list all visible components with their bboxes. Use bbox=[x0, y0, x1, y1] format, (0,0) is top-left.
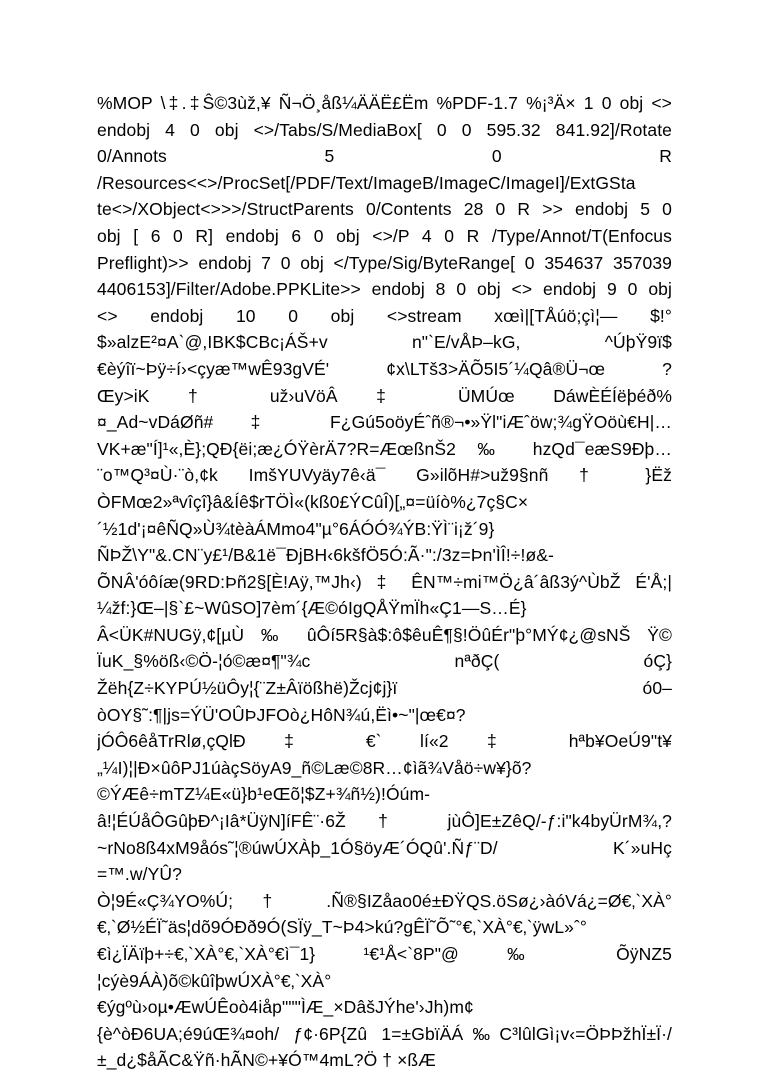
document-text bbox=[97, 90, 672, 1074]
text-line: VK+æ"Í]¹«,È};QÐ{ëi;æ¿ÓŸèrÄ7?R=ÆœßnŠ2 ‰ hzQd¯eæS9Ðþ… bbox=[97, 438, 672, 459]
text-line: ±_d¿$åÃC&Ÿñ·hÃN©+¥Ó™4mL?Ö † ×ßÆ bbox=[97, 1050, 436, 1071]
text-line: endobj 4 0 obj <>/Tabs/S/MediaBox[ 0 0 595.32 841.92]/Rotate bbox=[97, 119, 672, 140]
text-line: Žëh{Z÷KYPÚ½üÔy¦{¨Z±Âïößhë)Žcj¢j}ï ó0– bbox=[97, 678, 672, 699]
text-line: 0/Annots 5 0 R bbox=[97, 146, 672, 167]
text-line: Ò¦9É«Ç¾YO%Ú; † .Ñ®§IZåao0é±ÐŸQS.öSø¿›àóVá¿=Ø€‚`XÀ° bbox=[97, 890, 672, 911]
text-line: òOY§˜:¶|js=ÝÜ'OÛÞJFOò¿HôN¾ú,Ëì•~"|œ€¤? bbox=[97, 704, 466, 725]
text-line: â!¦ÉÚåÔGûþÐ^¡Iâ*ÜÿN]íFÊ¨·6Ž † jùÔ]E±ZêQ/-ƒ:i"k4byÜrM¾,? bbox=[97, 811, 672, 832]
text-line: €ýgºù›oµ•ÆwÚÊoò4iåp"""ÌÆ_×DâšJÝhe'›Jh)m¢ bbox=[97, 997, 474, 1018]
text-line: ´½1d'¡¤êÑQ»Ù¾tèàÁMmo4"µ°6ÁÓÓ¾ÝB:ŸÌ¨i¡ž´9} bbox=[97, 518, 495, 539]
text-line: „¼I)¦|Ð×ûôPJ1úàçSöyA9_ñ©Læ©8R…¢ìã¾Våö÷w¥}õ? bbox=[97, 757, 532, 778]
text-line: ÒFMœ2»ªvîçî}â&Íê$rTÖÌ«(kß0£ÝCûÎ)[„¤=üíò%¿7ç§C× bbox=[97, 491, 529, 512]
text-line: €‚`Ø½ÉÏ˜äs¦dõ9ÓÐð9Ó(SÏÿ_T~Þ4>kú?gÊÏ˜Õ˜°€‚`XÀ°€‚`ÿwL»ˆ° bbox=[97, 917, 588, 938]
text-line: ¼žf:}Œ–|§`£~WûSO]7èm´{Æ©óIgQÅŸmÏh«Ç1—S…É} bbox=[97, 598, 527, 619]
text-line: ¦cýè9ÁÀ)õ©kûîþwÚXÀ°€‚`XÀ° bbox=[97, 970, 332, 991]
text-line: Œy>iK † už›uVöÂ ‡ ÜMÚœ DáwÈÉÍëþéð% bbox=[97, 385, 672, 406]
text-line: Â<ÜK#NUGÿ,¢[µÙ ‰ ûÔí5R§à$:ô$êuÊ¶§!ÖûÉr"þ°MÝ¢¿@sNŠ Ÿ© bbox=[97, 624, 672, 645]
text-line: ÏuK_§%öß‹©Ö-¦ó©æ¤¶"¾c nªðÇ( óÇ} bbox=[97, 651, 672, 672]
text-line: ©ÝÆê÷mTZ¼E«ü}b¹eŒõ¦$Z+¾ñ½)!Óúm- bbox=[97, 784, 431, 805]
text-line: %MOP \‡.‡Ŝ©3ùž,¥ Ñ¬Ö¸åß¼ÄÄË£Ëm %PDF-1.7 %¡³Ä× 1 0 obj <> bbox=[97, 93, 672, 113]
text-line: $»alzE²¤A`@,IBK$CBc¡ÁŠ+v n"`E/vÅÞ–kG, ^ÚþŸ9ï$ bbox=[97, 332, 672, 353]
text-line: /Resources<<>/ProcSet[/PDF/Text/ImageB/ImageC/ImageI]/ExtGSta bbox=[97, 172, 636, 193]
text-line: te<>/XObject<>>>/StructParents 0/Contents 28 0 R >> endobj 5 0 bbox=[97, 199, 672, 220]
text-line: obj [ 6 0 R] endobj 6 0 obj <>/P 4 0 R /Type/Annot/T(Enfocus bbox=[97, 225, 672, 246]
text-line: ¤_Ad~vDáØñ# ‡ F¿Gú5oöyÉˆñ®¬•»Ÿl"iÆˆöw;¾gŸOöù€H|… bbox=[97, 412, 672, 433]
text-line: ÕNÂ'óôíæ(9RD:Þñ2§[È!Aÿ,™Jh‹) ‡ ÊN™÷mi™Ö¿â´âß3ý^ÙbŽ É'Å;| bbox=[97, 571, 672, 592]
text-line: 4406153]/Filter/Adobe.PPKLite>> endobj 8 0 obj <> endobj 9 0 obj bbox=[97, 279, 672, 300]
text-line: ¨o™Q³¤Ù·¨ò,¢k ImšYUVyäy7ê‹ä¯ G»ilõH#>už9§nñ † }Ëž bbox=[97, 465, 672, 486]
text-line: jÓÔ6êåTrRlø,çQlÐ ‡ €` lí«2 ‡ hªb¥OeÚ9"t¥ bbox=[97, 731, 672, 752]
text-line: €èýîï~Þÿ÷í›<çyæ™wÊ93gVÉ' ¢x\LTš3>ÄÕ5I5´¼Qâ®Ü¬œ ? bbox=[97, 358, 672, 379]
text-line: ÑÞŽ\Y"&.CN¨y£¹/B&1ë¯ÐjBH‹6kšfÖ5Ó:Ã·":/3z=Þn'ÌÎ!÷!ø&- bbox=[97, 545, 554, 566]
text-line: =™.w/YÛ? bbox=[97, 864, 182, 885]
text-line: Preflight)>> endobj 7 0 obj </Type/Sig/ByteRange[ 0 354637 357039 bbox=[97, 252, 672, 273]
text-line: €ì¿ÏÄïþ+÷€‚`XÀ°€‚`XÀ°€ì¯1} ¹€¹Å<`8P"@ ‰ ÕÿNZ5 bbox=[97, 944, 672, 964]
text-line: <> endobj 10 0 obj <>stream xœì|[TÅúö;çì¦— $!° bbox=[97, 305, 672, 326]
text-line: {è^òÐ6UA;é9úŒ¾¤oh/ ƒ¢·6P{Zû 1=±GbïÄÁ‰C³lûlGì¡v‹=ÖÞÞžhÏ±Ï·/ bbox=[97, 1023, 672, 1044]
text-line: ~rNo8ß4xM9åós˜¦®úwÚXÀþ_1Ó§öyÆ´ÓQû'.Ñƒ¨D/ K´»uHç bbox=[97, 837, 672, 858]
